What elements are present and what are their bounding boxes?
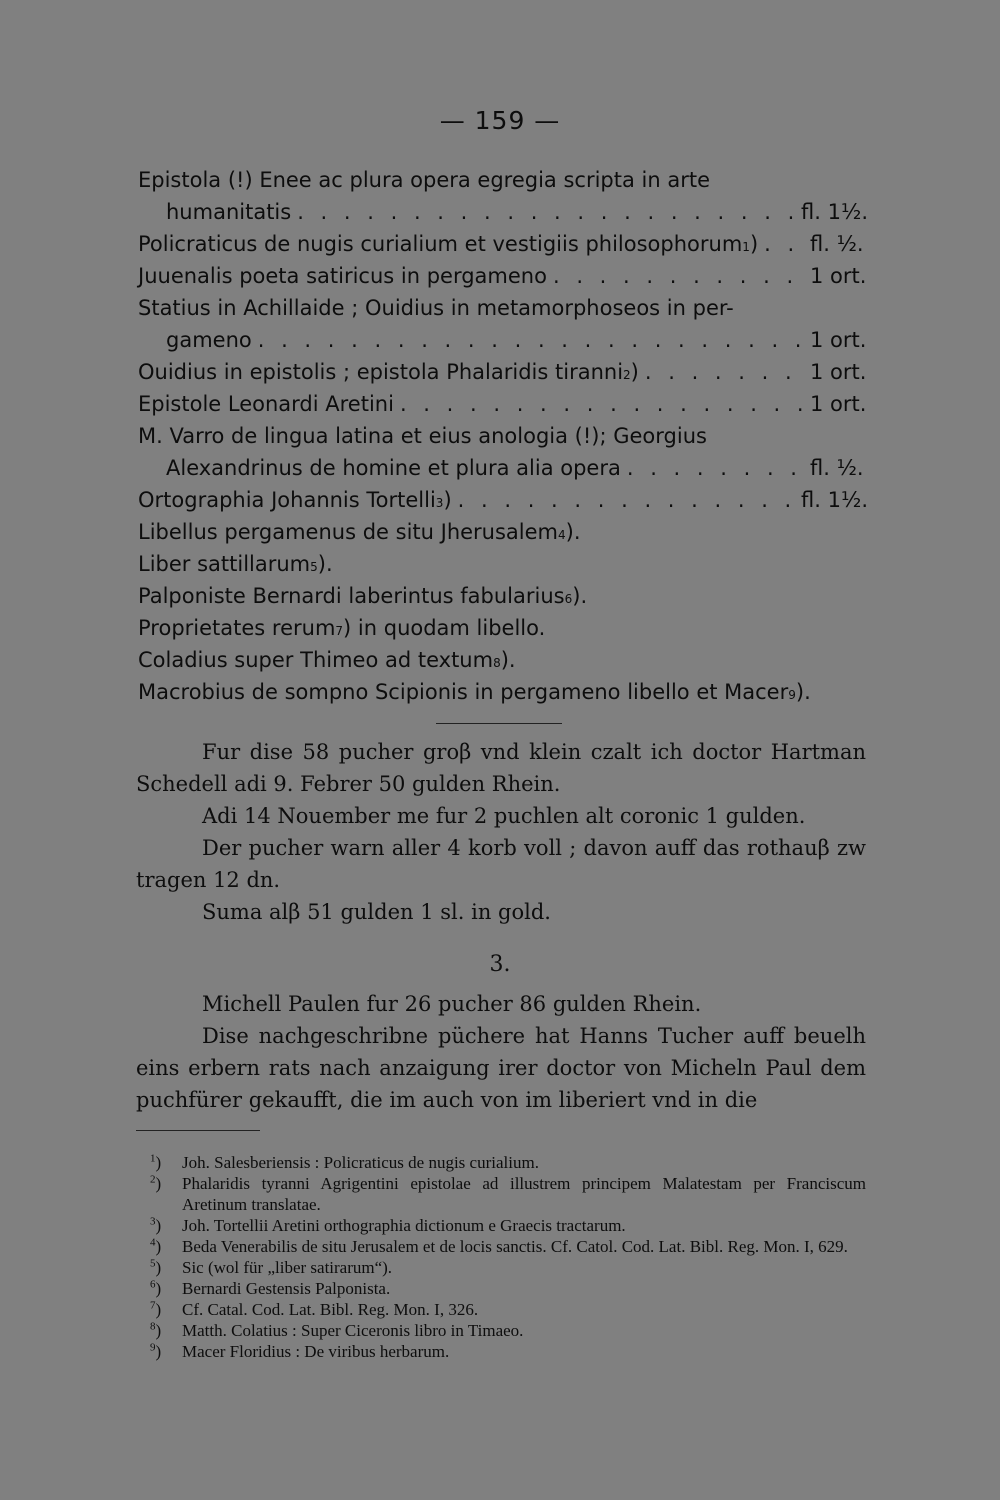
entry-text: Ortographia Johannis Tortelli	[138, 488, 436, 512]
entry-text: Statius in Achillaide ; Ouidius in metamorphoseos in per-	[138, 296, 734, 320]
section-number: 3.	[489, 952, 511, 977]
footnote	[150, 1320, 866, 1341]
entry-text: M. Varro de lingua latina et eius anologia (!); Georgius	[138, 424, 707, 448]
footnotes	[150, 1152, 866, 1362]
entry-price: 1 ort.	[810, 392, 867, 416]
entry-line: Policraticus de nugis curialium et vestigiis philosophorum 1 ) . . . fl. ½.	[138, 228, 868, 260]
entry-text: Proprietates rerum	[138, 616, 336, 640]
entry-text-suffix: ).	[500, 648, 516, 672]
footnote-rule	[136, 1130, 260, 1131]
paragraph: Fur dise 58 pucher groβ vnd klein czalt ich doctor Hartman Schedell adi 9. Febrer 50 gulden Rhein.	[136, 740, 866, 796]
footnote-text: Matth. Colatius : Super Ciceronis libro in Timaeo.	[182, 1321, 524, 1340]
book-entry	[138, 420, 868, 484]
section-text	[136, 988, 866, 1116]
footnote	[150, 1278, 866, 1299]
book-entry	[138, 516, 868, 548]
entry-line	[138, 292, 868, 324]
entry-line: Libellus pergamenus de situ Jherusalem 4 ).	[138, 516, 868, 548]
leader-dots	[553, 260, 804, 292]
entry-text: Ouidius in epistolis ; epistola Phalaridis tiranni	[138, 360, 624, 384]
purchase-notes	[136, 736, 866, 928]
entry-text: Policraticus de nugis curialium et vestigiis philosophorum	[138, 232, 743, 256]
entry-line	[138, 164, 868, 196]
entry-text-suffix: ).	[795, 680, 811, 704]
entry-price: 1 ort.	[810, 328, 867, 352]
leader-dots	[458, 484, 795, 516]
entry-text: Palponiste Bernardi laberintus fabularius	[138, 584, 565, 608]
leader-dots	[400, 388, 804, 420]
footnote-mark: $^8$)	[150, 1320, 162, 1340]
entry-line	[138, 452, 868, 484]
entry-text: Epistole Leonardi Aretini	[138, 392, 394, 416]
paragraph: Michell Paulen fur 26 pucher 86 gulden Rhein.	[202, 992, 702, 1016]
entry-text: Alexandrinus de homine et plura alia opera	[166, 456, 621, 480]
footnote-mark: $^5$)	[150, 1257, 162, 1277]
entry-line	[138, 420, 868, 452]
book-entry	[138, 260, 868, 292]
leader-dots	[297, 196, 795, 228]
entry-text-suffix: ).	[317, 552, 333, 576]
book-entry	[138, 292, 868, 356]
entry-price: fl. ½.	[810, 456, 864, 480]
footnote-text: Phalaridis tyranni Agrigentini epistolae ad illustrem principem Malatestam per Franciscum Aretinum translatae.	[182, 1174, 866, 1214]
entry-price: fl. ½.	[810, 232, 864, 256]
footnote	[150, 1173, 866, 1215]
page-number: — 159 —	[439, 106, 561, 135]
entry-text-suffix: )	[630, 360, 639, 384]
entry-price: fl. 1½.	[801, 488, 868, 512]
leader-dots	[627, 452, 804, 484]
book-entry	[138, 676, 868, 708]
footnote-mark: $^3$)	[150, 1215, 162, 1235]
entry-text: Juuenalis poeta satiricus in pergameno	[138, 264, 547, 288]
book-entry	[138, 644, 868, 676]
book-list	[138, 164, 868, 708]
entry-text: humanitatis	[166, 200, 292, 224]
entry-text: Epistola (!) Enee ac plura opera egregia scripta in arte	[138, 168, 711, 192]
entry-text: gameno	[166, 328, 252, 352]
entry-line: Ouidius in epistolis ; epistola Phalaridis tiranni 2 ) . . . 1 ort.	[138, 356, 868, 388]
entry-line: Macrobius de sompno Scipionis in pergameno libello et Macer 9 ).	[138, 676, 868, 708]
entry-line: Liber sattillarum 5 ).	[138, 548, 868, 580]
book-entry	[138, 612, 868, 644]
footnote	[150, 1257, 866, 1278]
entry-text: Macrobius de sompno Scipionis in pergameno libello et Macer	[138, 680, 789, 704]
entry-price: fl. 1½.	[801, 200, 868, 224]
entry-price: 1 ort.	[810, 264, 867, 288]
footnote	[150, 1299, 866, 1320]
book-entry	[138, 580, 868, 612]
entry-line: Proprietates rerum 7 ) in quodam libello.	[138, 612, 868, 644]
entry-text-suffix: )	[749, 232, 759, 256]
footnote	[150, 1152, 866, 1173]
footnote-mark: $^1$)	[150, 1152, 162, 1172]
footnote	[150, 1215, 866, 1236]
entry-text: Libellus pergamenus de situ Jherusalem	[138, 520, 559, 544]
entry-text: Coladius super Thimeo ad textum	[138, 648, 494, 672]
separator-rule	[436, 723, 562, 724]
paragraph: Der pucher warn aller 4 korb voll ; davon auff das rothauβ zw tragen 12 dn.	[136, 836, 866, 892]
book-entry	[138, 548, 868, 580]
footnote-text: Joh. Tortellii Aretini orthographia dictionum e Graecis tractarum.	[182, 1216, 626, 1235]
entry-text: Liber sattillarum	[138, 552, 311, 576]
entry-text-suffix: ) in quodam libello.	[343, 616, 546, 640]
entry-text-suffix: ).	[565, 520, 581, 544]
book-entry	[138, 484, 868, 516]
leader-dots	[258, 324, 804, 356]
entry-line: Palponiste Bernardi laberintus fabularius 6 ).	[138, 580, 868, 612]
footnote-mark: $^7$)	[150, 1299, 162, 1319]
entry-line	[138, 260, 868, 292]
book-entry	[138, 356, 868, 388]
footnote-mark: $^4$)	[150, 1236, 162, 1256]
paragraph: Dise nachgeschribne püchere hat Hanns Tucher auff beuelh eins erbern rats nach anzaigung irer doctor von Micheln Paul dem puchfürer gekaufft, die im auch von im liberiert vnd in die	[136, 1024, 866, 1112]
footnote-mark: $^6$)	[150, 1278, 162, 1298]
entry-text-suffix: ).	[572, 584, 588, 608]
footnote-text: Bernardi Gestensis Palponista.	[182, 1279, 391, 1298]
footnote-text: Cf. Catal. Cod. Lat. Bibl. Reg. Mon. I, 326.	[182, 1300, 479, 1319]
footnote-text: Joh. Salesberiensis : Policraticus de nugis curialium.	[182, 1153, 539, 1172]
entry-line	[138, 324, 868, 356]
entry-line	[138, 196, 868, 228]
paragraph: Adi 14 Nouember me fur 2 puchlen alt coronic 1 gulden.	[202, 804, 806, 828]
footnote	[150, 1236, 866, 1257]
footnote	[150, 1341, 866, 1362]
entry-line	[138, 388, 868, 420]
entry-price: 1 ort.	[810, 360, 867, 384]
footnote-text: Macer Floridius : De viribus herbarum.	[182, 1342, 450, 1361]
book-entry	[138, 388, 868, 420]
entry-line: Coladius super Thimeo ad textum 8 ).	[138, 644, 868, 676]
leader-dots	[645, 356, 804, 388]
footnote-mark: $^2$)	[150, 1173, 162, 1193]
entry-text-suffix: )	[443, 488, 452, 512]
footnote-mark: $^9$)	[150, 1341, 162, 1361]
footnote-text: Sic (wol für „liber satirarum“).	[182, 1258, 393, 1277]
book-entry	[138, 228, 868, 260]
leader-dots	[764, 228, 804, 260]
paragraph: Suma alβ 51 gulden 1 sl. in gold.	[202, 900, 551, 924]
entry-line: Ortographia Johannis Tortelli 3 ) . . . fl. 1½.	[138, 484, 868, 516]
footnote-text: Beda Venerabilis de situ Jerusalem et de locis sanctis. Cf. Catol. Cod. Lat. Bibl. Reg. Mon. I, 629.	[182, 1237, 848, 1256]
book-entry	[138, 164, 868, 228]
